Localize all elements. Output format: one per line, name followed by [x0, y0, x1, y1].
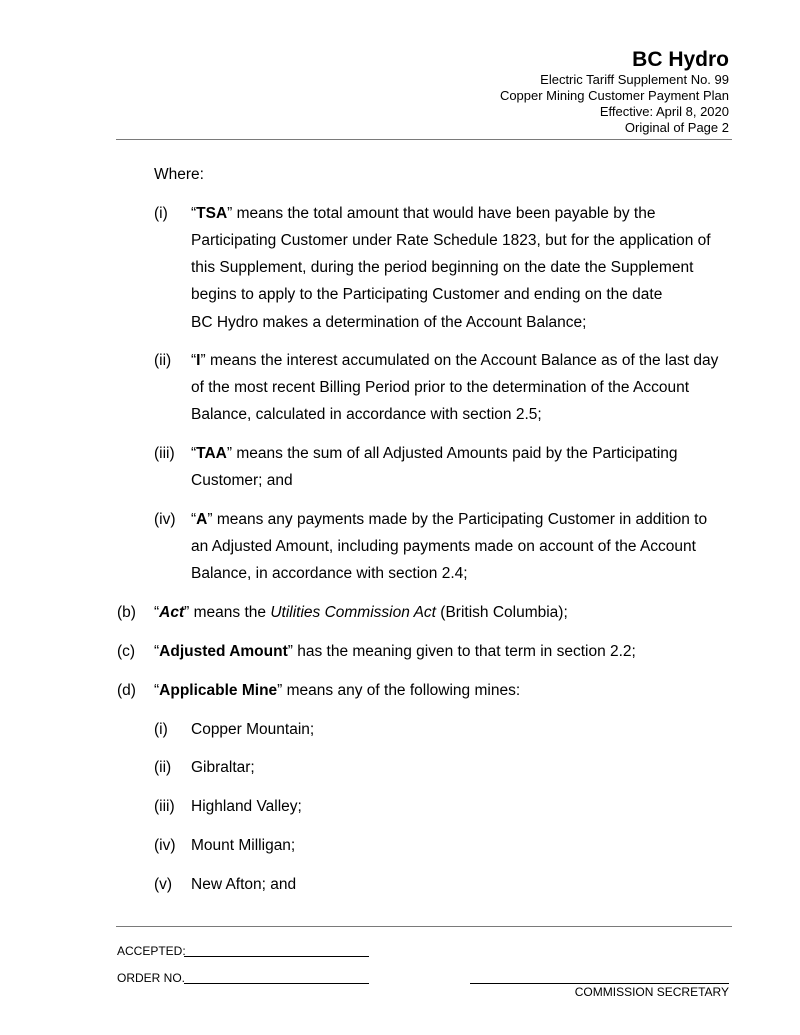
definition-line: Customer; and [191, 472, 293, 489]
defined-term: TAA [196, 445, 227, 462]
item-number: (iv) [154, 511, 176, 528]
definition-line: Participating Customer under Rate Schedule 1823, but for the application of [191, 232, 711, 249]
definition-line: this Supplement, during the period beginning on the date the Supplement [191, 259, 694, 276]
page-header [500, 48, 729, 136]
secretary-signature-line [470, 983, 729, 984]
order-number-label: ORDER NO. [117, 971, 186, 985]
definition-line: “Act” means the Utilities Commission Act (British Columbia); [154, 604, 568, 621]
plan-name-line: Copper Mining Customer Payment Plan [499, 88, 729, 103]
definition-line: “TAA” means the sum of all Adjusted Amounts paid by the Participating [191, 445, 678, 462]
mine-name: Mount Milligan; [191, 837, 296, 854]
defined-term: I [196, 352, 201, 369]
defined-term: TSA [196, 205, 228, 222]
mine-name: Gibraltar; [191, 759, 255, 776]
mine-number: (i) [154, 721, 168, 738]
definition-line: “Applicable Mine” means any of the following mines: [154, 682, 521, 699]
tariff-supplement-line: Electric Tariff Supplement No. 99 [540, 72, 729, 87]
mine-number: (iii) [154, 798, 175, 815]
mine-name: Copper Mountain; [191, 721, 315, 738]
item-number: (iii) [154, 445, 175, 462]
effective-date-line: Effective: April 8, 2020 [599, 104, 729, 119]
definition-line: “TSA” means the total amount that would have been payable by the [191, 205, 656, 222]
company-name: BC Hydro [632, 48, 729, 71]
definition-line: “Adjusted Amount” has the meaning given to that term in section 2.2; [154, 643, 636, 660]
accepted-label: ACCEPTED: [117, 944, 186, 958]
defined-term: Adjusted Amount [159, 643, 288, 660]
definition-line: an Adjusted Amount, including payments made on account of the Account [191, 538, 696, 555]
commission-secretary-label: COMMISSION SECRETARY [574, 985, 729, 999]
header-divider [116, 139, 732, 140]
footer-divider [116, 926, 732, 927]
mine-number: (v) [154, 876, 173, 893]
item-number: (ii) [154, 352, 172, 369]
section-number: (b) [117, 604, 136, 621]
mine-name: Highland Valley; [191, 798, 302, 815]
defined-term: Applicable Mine [159, 682, 278, 699]
item-number: (i) [154, 205, 168, 222]
definition-line: BC Hydro makes a determination of the Account Balance; [191, 314, 587, 331]
order-number-line [184, 983, 369, 984]
definition-line: “I” means the interest accumulated on the Account Balance as of the last day [191, 352, 719, 369]
section-number: (c) [117, 643, 136, 660]
definition-line: Balance, in accordance with section 2.4; [191, 565, 468, 582]
mine-number: (ii) [154, 759, 172, 776]
accepted-signature-line [184, 956, 369, 957]
defined-term: A [196, 511, 208, 528]
definition-line: of the most recent Billing Period prior to the determination of the Account [191, 379, 689, 396]
mine-name: New Afton; and [191, 876, 297, 893]
mine-number: (iv) [154, 837, 176, 854]
statute-title: Utilities Commission Act [270, 604, 436, 621]
definition-line: Balance, calculated in accordance with section 2.5; [191, 406, 542, 423]
definition-line: “A” means any payments made by the Participating Customer in addition to [191, 511, 708, 528]
definition-line: begins to apply to the Participating Customer and ending on the date [191, 286, 663, 303]
defined-term: Act [159, 604, 185, 621]
intro-text: Where: [154, 166, 204, 183]
page-number-line: Original of Page 2 [624, 120, 729, 135]
section-number: (d) [117, 682, 136, 699]
